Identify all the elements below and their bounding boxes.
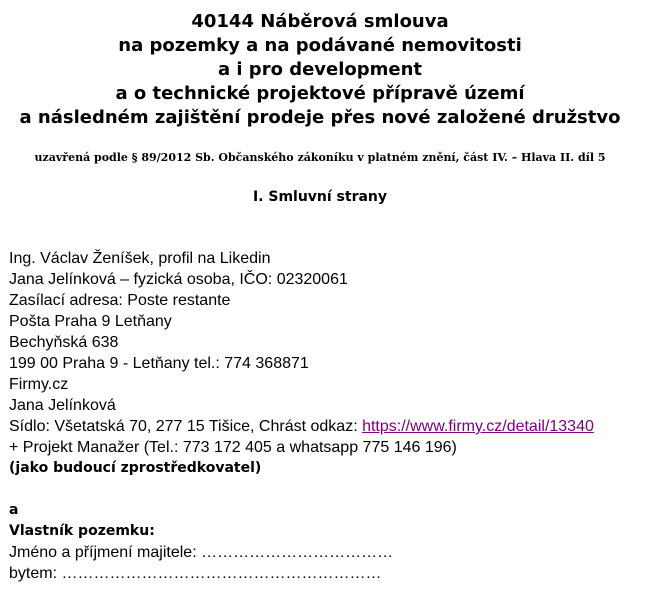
party-line-mailing: Zasílací adresa: Poste restante	[9, 292, 231, 309]
party-line-firmy-name: Jana Jelínková	[9, 397, 116, 414]
legal-basis-subtitle: uzavřená podle § 89/2012 Sb. Občanského zákoníku v platném znění, část IV. – Hlava II. díl 5	[34, 151, 606, 164]
party-line-firmy: Firmy.cz	[9, 376, 69, 393]
party-line-project-manager: + Projekt Manažer (Tel.: 773 172 405 a whatsapp 775 146 196)	[9, 439, 457, 456]
document-title	[0, 10, 640, 130]
section-heading: I. Smluvní strany	[252, 189, 388, 205]
party-line-name: Ing. Václav Ženíšek, profil na Likedin	[9, 250, 271, 267]
party-line-person: Jana Jelínková – fyzická osoba, IČO: 02320061	[9, 271, 348, 288]
title-line-3: a i pro development	[217, 59, 423, 80]
spacer	[9, 479, 647, 500]
owner-residence-field: bytem: ……………………………………………………	[9, 565, 382, 582]
title-line-2: na pozemky a na podávané nemovitosti	[118, 35, 522, 56]
party-line-post-office: Pošta Praha 9 Letňany	[9, 313, 172, 330]
parties-block	[9, 248, 647, 584]
title-line-5: a následném zajištění prodeje přes nové založené družstvo	[19, 107, 621, 128]
owner-heading: Vlastník pozemku:	[9, 523, 155, 539]
connector-and: a	[9, 502, 19, 518]
seat-text: Sídlo: Všetatská 70, 277 15 Tišice, Chrást odkaz:	[9, 418, 363, 435]
firmy-detail-link[interactable]: https://www.firmy.cz/detail/13340	[362, 418, 594, 435]
party-line-seat	[9, 416, 647, 437]
title-line-1: 40144 Náběrová smlouva	[191, 11, 449, 32]
party-line-city-phone: 199 00 Praha 9 - Letňany tel.: 774 368871	[9, 355, 309, 372]
title-line-4: a o technické projektové přípravě území	[115, 83, 525, 104]
party-line-role: (jako budoucí zprostředkovatel)	[9, 460, 262, 476]
owner-name-field: Jméno a příjmení majitele: ………………………………	[9, 544, 394, 561]
party-line-street: Bechyňská 638	[9, 334, 119, 351]
